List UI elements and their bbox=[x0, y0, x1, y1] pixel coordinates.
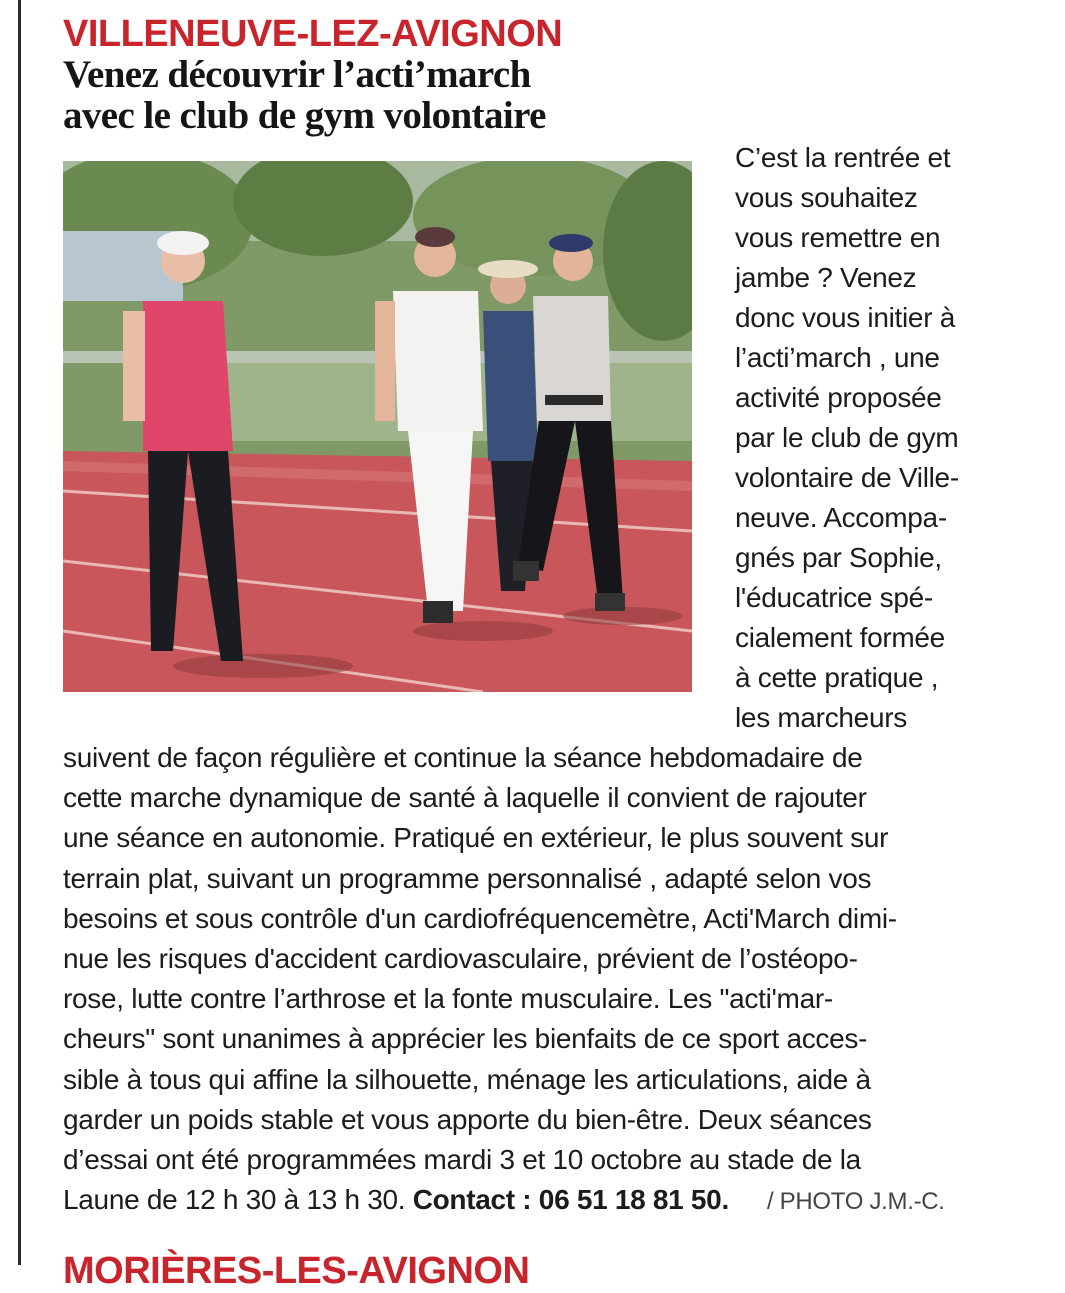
column-line: volontaire de Ville- bbox=[735, 462, 959, 493]
article-headline bbox=[63, 54, 546, 136]
body-last-line bbox=[63, 1180, 945, 1222]
body-line: suivent de façon régulière et continue la séance hebdomadaire de bbox=[63, 742, 863, 773]
article-body-text bbox=[63, 738, 945, 1222]
column-line: C’est la rentrée et bbox=[735, 142, 951, 173]
article-column-text bbox=[735, 138, 959, 738]
body-line: nue les risques d'accident cardiovasculaire, prévient de l’ostéopo- bbox=[63, 943, 858, 975]
column-line: donc vous initier à bbox=[735, 302, 955, 333]
column-line: à cette pratique , bbox=[735, 662, 939, 693]
column-line: l'éducatrice spé- bbox=[735, 582, 933, 613]
body-line: cheurs" sont unanimes à apprécier les bienfaits de ce sport acces- bbox=[63, 1023, 868, 1055]
column-rule bbox=[18, 0, 21, 1265]
body-line: garder un poids stable et vous apporte du bien-être. Deux séances bbox=[63, 1103, 872, 1135]
walkers-on-track-photo bbox=[63, 161, 692, 692]
headline-line: Venez découvrir l’acti’march bbox=[63, 53, 531, 96]
column-line: l’acti’march , une bbox=[735, 342, 940, 373]
body-line: besoins et sous contrôle d'un cardiofréquencemètre, Acti'March dimi- bbox=[63, 902, 897, 934]
body-line: sible à tous qui affine la silhouette, ménage les articulations, aide à bbox=[63, 1063, 871, 1095]
column-line: par le club de gym bbox=[735, 422, 959, 453]
next-article-kicker: MORIÈRES-LES-AVIGNON bbox=[63, 1250, 530, 1292]
contact-phone: Contact : 06 51 18 81 50. bbox=[412, 1184, 729, 1216]
body-line: d’essai ont été programmées mardi 3 et 10 octobre au stade de la bbox=[63, 1144, 861, 1176]
column-line: jambe ? Venez bbox=[735, 262, 917, 293]
body-last-line-text: Laune de 12 h 30 à 13 h 30. bbox=[63, 1184, 413, 1216]
body-line: cette marche dynamique de santé à laquelle il convient de rajouter bbox=[63, 782, 867, 814]
column-line: vous remettre en bbox=[735, 222, 941, 253]
headline-line: avec le club de gym volontaire bbox=[63, 94, 546, 137]
photo-credit: / PHOTO J.M.-C. bbox=[766, 1188, 945, 1216]
column-line: vous souhaitez bbox=[735, 182, 918, 213]
body-line: terrain plat, suivant un programme personnalisé , adapté selon vos bbox=[63, 862, 872, 894]
column-line: neuve. Accompa- bbox=[735, 502, 947, 533]
body-line: rose, lutte contre l’arthrose et la fonte musculaire. Les "acti'mar- bbox=[63, 983, 833, 1015]
column-line: gnés par Sophie, bbox=[735, 542, 942, 573]
article-photo bbox=[63, 161, 692, 692]
column-line: activité proposée bbox=[735, 382, 942, 413]
column-line: les marcheurs bbox=[735, 702, 907, 733]
body-line: une séance en autonomie. Pratiqué en extérieur, le plus souvent sur bbox=[63, 822, 889, 854]
article-kicker: VILLENEUVE-LEZ-AVIGNON bbox=[63, 13, 563, 55]
column-line: cialement formée bbox=[735, 622, 945, 653]
